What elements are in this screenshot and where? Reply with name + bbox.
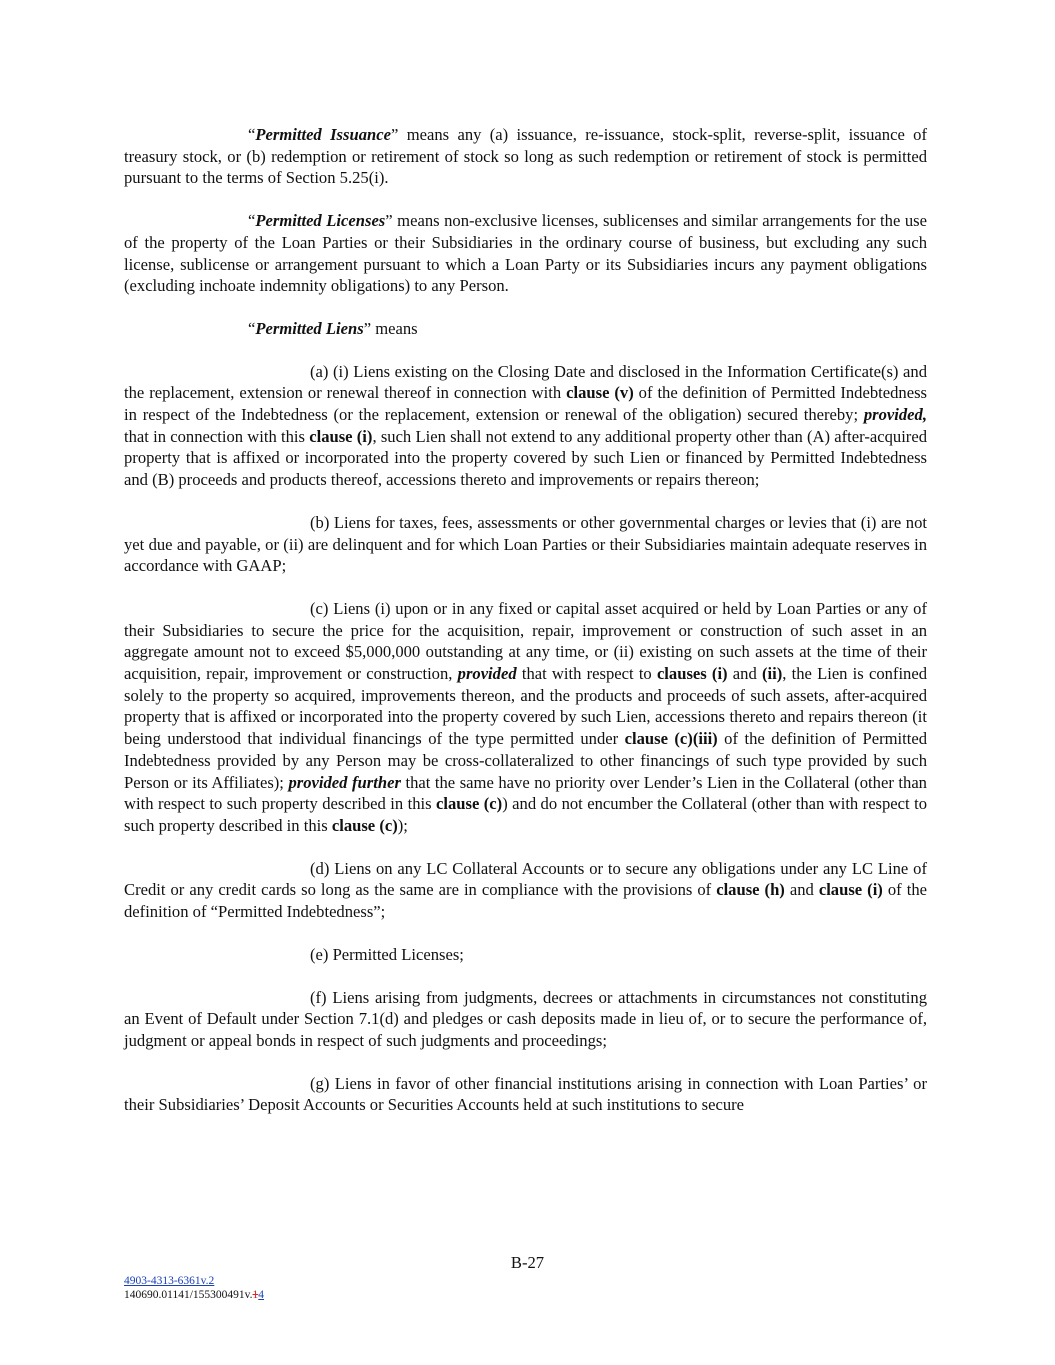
clause-reference: clause (c) xyxy=(436,794,503,814)
definition-paragraph xyxy=(124,210,927,297)
doc-id-link[interactable]: 4903-4313-6361v.2 xyxy=(124,1275,215,1287)
defined-term: provided xyxy=(457,664,517,684)
clause-reference: clause (h) xyxy=(716,880,785,900)
body-text: ” means xyxy=(363,318,418,338)
clause-paragraph xyxy=(124,1073,927,1116)
clause-reference: clauses (i) xyxy=(656,664,728,684)
body-text: (b) Liens for taxes, fees, assessments or other governmental charges or levies that (i) are not yet due and payable, or (ii) are delinquent and for which Loan Parties or their Subsidiaries maintain adequate reserves in accordance with GAAP; xyxy=(124,512,927,576)
body-text: , such Lien shall not extend to any additional property other than (A) after-acquired property that is affixed or incorporated into the property covered by such Lien or financed by Permitted Indebtedness and (B) proceeds and products thereof, accessions thereto and improvements or repairs thereon; xyxy=(124,426,927,490)
clause-reference: clause (c)(iii) xyxy=(624,729,718,749)
body-text: (e) Permitted Licenses; xyxy=(310,944,464,964)
body-text: (g) Liens in favor of other financial institutions arising in connection with Loan Parties’ or their Subsidiaries’ Deposit Accounts or Securities Accounts held at such institutions to secure xyxy=(124,1073,927,1115)
body-text: that with respect to xyxy=(516,664,657,684)
defined-term: Permitted Liens xyxy=(255,318,364,338)
clause-paragraph xyxy=(124,512,927,577)
body-text: that the same have no priority over Lender’s Lien in the Collateral (other than with respect to such property described in this xyxy=(124,772,927,814)
doc-id-version xyxy=(124,1288,264,1302)
clause-paragraph xyxy=(124,858,927,923)
body-text: (d) Liens on any LC Collateral Accounts or to secure any obligations under any LC Line of Credit or any credit cards so long as the same are in compliance with the provisions of xyxy=(124,858,927,900)
clause-reference: clause (i) xyxy=(818,880,883,900)
doc-id-inserted: 4 xyxy=(258,1289,265,1301)
body-text: ” means any (a) issuance, re-issuance, stock-split, reverse-split, issuance of treasury stock, or (b) redemption or retirement of stock so long as such redemption or retirement of stock is permitted pursuant to the terms of Section 5.25(i). xyxy=(124,125,927,188)
body-text: “ xyxy=(248,125,256,144)
document-body xyxy=(124,124,927,1137)
body-text: of the definition of “Permitted Indebtedness”; xyxy=(124,880,927,922)
body-text: ” means non-exclusive licenses, sublicenses and similar arrangements for the use of the property of the Loan Parties or their Subsidiaries in the ordinary course of business, but excluding any such license, sublicense or arrangement pursuant to which a Loan Party or its Subsidiaries incurs any payment obligations (excluding inchoate indemnity obligations) to any Person. xyxy=(124,211,927,296)
body-text: ) and do not encumber the Collateral (other than with respect to such property described in this xyxy=(124,794,927,835)
body-text: ); xyxy=(397,815,408,835)
clause-paragraph xyxy=(124,944,927,966)
doc-id-deleted: 1 xyxy=(252,1289,259,1301)
body-text: (a) (i) Liens existing on the Closing Date and disclosed in the Information Certificate(s) and the replacement, extension or renewal thereof in connection with xyxy=(124,361,927,403)
body-text: that in connection with this xyxy=(124,426,310,446)
body-text: of the definition of Permitted Indebtedness provided by any Person may be cross-collateralized to other financings of such type provided by such Person or its Affiliates); xyxy=(124,729,927,792)
defined-term: provided further xyxy=(288,772,401,792)
body-text: (f) Liens arising from judgments, decrees or attachments in circumstances not constituting an Event of Default under Section 7.1(d) and pledges or cash deposits made in lieu of, or to secure the performance of, judgment or appeal bonds in respect of such judgments and proceedings; xyxy=(124,987,927,1050)
body-text: “ xyxy=(248,318,256,338)
clause-paragraph xyxy=(124,361,927,491)
body-text: and xyxy=(727,664,762,684)
defined-term: Permitted Issuance xyxy=(255,125,391,144)
clause-reference: clause (v) xyxy=(566,383,634,403)
clause-reference: clause (c) xyxy=(331,815,398,835)
clause-reference: clause (i) xyxy=(309,426,373,446)
doc-id-prefix: 140690.01141/155300491v. xyxy=(124,1289,253,1301)
page-number: B-27 xyxy=(510,1253,545,1272)
defined-term: provided, xyxy=(863,405,927,425)
body-text: (c) Liens (i) upon or in any fixed or capital asset acquired or held by Loan Parties or any of their Subsidiaries to secure the price for the acquisition, repair, improvement or construction of such asset in an aggregate amount not to exceed $5,000,000 outstanding at any time, or (ii) existing on such assets at the time of their acquisition, repair, improvement or construction, xyxy=(124,598,927,684)
definition-paragraph xyxy=(124,318,927,340)
definition-paragraph xyxy=(124,124,927,189)
body-text: and xyxy=(784,880,819,900)
clause-paragraph xyxy=(124,598,927,837)
defined-term: Permitted Licenses xyxy=(255,211,386,231)
body-text: of the definition of Permitted Indebtedness in respect of the Indebtedness (or the replacement, extension or renewal of the obligation) secured thereby; xyxy=(124,383,927,425)
footer-doc-ids xyxy=(124,1274,264,1302)
body-text: , the Lien is confined solely to the property so acquired, improvements thereon, and the products and proceeds of such assets, after-acquired property that is affixed or incorporated into the property covered by such Lien, accessions thereto and repairs thereon (it being understood that individual financings of the type permitted under xyxy=(124,664,928,749)
body-text: “ xyxy=(248,211,256,231)
clause-paragraph xyxy=(124,987,927,1052)
clause-reference: (ii) xyxy=(761,664,783,684)
